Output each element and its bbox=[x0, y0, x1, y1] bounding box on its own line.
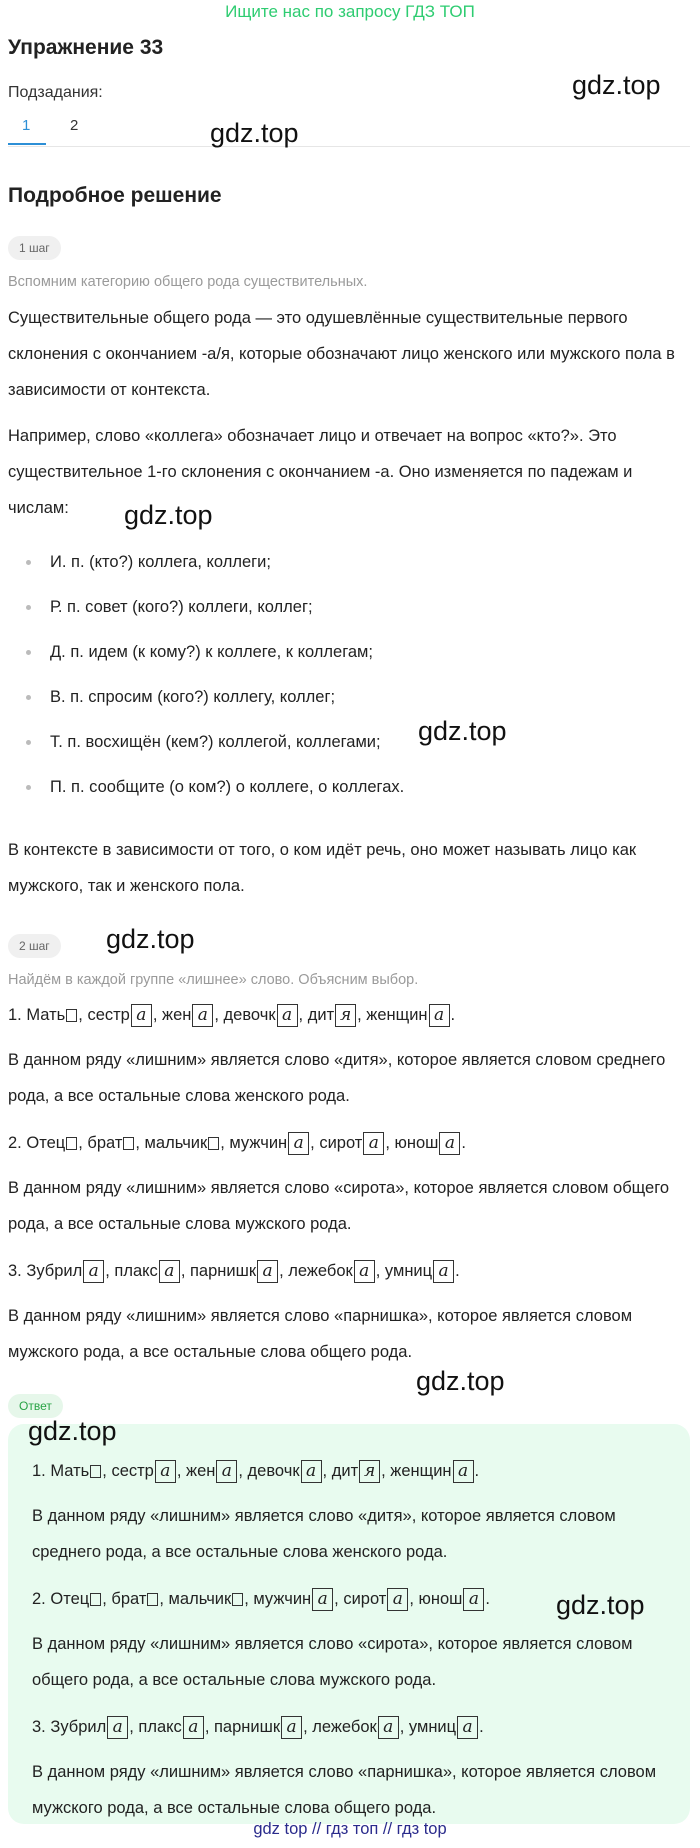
step-1-paragraph-3: В контексте в зависимости от того, о ком идёт речь, оно может называть лицо как мужского, так и женского пола. bbox=[8, 841, 637, 895]
section-title: Подробное решение bbox=[8, 184, 222, 207]
ending-box: а bbox=[301, 1460, 322, 1483]
ending-box: а bbox=[463, 1588, 484, 1611]
step-2-hint: Найдём в каждой группе «лишнее» слово. Объясним выбор. bbox=[8, 972, 419, 988]
group-2-words: 2. Отец , брат , мальчик , мужчин а , сирот а , юнош а . bbox=[8, 1133, 467, 1154]
zero-ending-box bbox=[147, 1593, 158, 1606]
watermark: gdz.top bbox=[418, 716, 507, 746]
answer-group-3-words: 3. Зубрил а , плакс а , парнишк а , лежебок а , умниц а . bbox=[32, 1717, 484, 1738]
list-item: Т. п. восхищён (кем?) коллегой, коллегами; bbox=[8, 720, 404, 765]
ending-box: а bbox=[257, 1260, 278, 1283]
list-item: Д. п. идем (к кому?) к коллеге, к коллегам; bbox=[8, 630, 404, 675]
ending-box: а bbox=[277, 1004, 298, 1027]
group-3-words: 3. Зубрил а , плакс а , парнишк а , лежебок а , умниц а . bbox=[8, 1261, 460, 1282]
list-item: Р. п. совет (кого?) коллеги, коллег; bbox=[8, 585, 404, 630]
group-2-explanation: В данном ряду «лишним» является слово «сирота», которое является словом общего рода, а все остальные слова мужского рода. bbox=[8, 1179, 670, 1233]
ending-box: а bbox=[354, 1260, 375, 1283]
ending-box: а bbox=[155, 1460, 176, 1483]
zero-ending-box bbox=[90, 1465, 101, 1478]
ending-box: а bbox=[83, 1260, 104, 1283]
zero-ending-box bbox=[232, 1593, 243, 1606]
ending-box: а bbox=[216, 1460, 237, 1483]
group-1-words: 1. Мать , сестр а , жен а , девочк а , дит я , женщин а . bbox=[8, 1005, 456, 1026]
answer-group-2-explanation: В данном ряду «лишним» является слово «сирота», которое является словом общего рода, а все остальные слова мужского рода. bbox=[32, 1635, 633, 1689]
ending-box: а bbox=[457, 1716, 478, 1739]
answer-group-1-explanation: В данном ряду «лишним» является слово «дитя», которое является словом среднего рода, а все остальные слова женского рода. bbox=[32, 1507, 616, 1561]
case-forms-list bbox=[8, 540, 404, 810]
ending-box: а bbox=[387, 1588, 408, 1611]
zero-ending-box bbox=[208, 1137, 219, 1150]
active-tab-indicator bbox=[8, 143, 46, 145]
ending-box: а bbox=[281, 1716, 302, 1739]
page-title: Упражнение 33 bbox=[8, 36, 164, 59]
watermark: gdz.top bbox=[572, 70, 661, 100]
list-item: П. п. сообщите (о ком?) о коллеге, о коллегах. bbox=[8, 765, 404, 810]
ending-box: а bbox=[131, 1004, 152, 1027]
list-item: В. п. спросим (кого?) коллегу, коллег; bbox=[8, 675, 404, 720]
watermark: gdz.top bbox=[416, 1366, 505, 1396]
ending-box: а bbox=[453, 1460, 474, 1483]
tab-subtask-1[interactable]: 1 bbox=[22, 117, 31, 134]
ending-box: а bbox=[429, 1004, 450, 1027]
ending-box: а bbox=[192, 1004, 213, 1027]
watermark: gdz.top bbox=[556, 1590, 645, 1620]
step-1-paragraph-2: Например, слово «коллега» обозначает лицо и отвечает на вопрос «кто?». Это существительное 1-го склонения с окончанием -а. Оно изменяется по падежам и числам: bbox=[8, 427, 633, 517]
step-1-paragraph-1: Существительные общего рода — это одушевлённые существительные первого склонения с окончанием -а/я, которые обозначают лицо женского или мужского пола в зависимости от контекста. bbox=[8, 309, 675, 399]
ending-box: я bbox=[359, 1460, 380, 1483]
group-3-explanation: В данном ряду «лишним» является слово «парнишка», которое является словом мужского рода, а все остальные слова общего рода. bbox=[8, 1307, 633, 1361]
ending-box: а bbox=[312, 1588, 333, 1611]
zero-ending-box bbox=[123, 1137, 134, 1150]
ending-box: а bbox=[378, 1716, 399, 1739]
watermark: gdz.top bbox=[28, 1416, 117, 1446]
watermark: gdz.top bbox=[106, 924, 195, 954]
tab-subtask-2[interactable]: 2 bbox=[70, 117, 79, 134]
answer-badge: Ответ bbox=[8, 1394, 63, 1418]
answer-group-2-words: 2. Отец , брат , мальчик , мужчин а , сирот а , юнош а . bbox=[32, 1589, 491, 1610]
watermark: gdz.top bbox=[210, 118, 299, 148]
ending-box: а bbox=[107, 1716, 128, 1739]
answer-group-1-words: 1. Мать , сестр а , жен а , девочк а , дит я , женщин а . bbox=[32, 1461, 480, 1482]
subtasks-label: Подзадания: bbox=[8, 84, 103, 101]
group-1-explanation: В данном ряду «лишним» является слово «дитя», которое является словом среднего рода, а все остальные слова женского рода. bbox=[8, 1051, 666, 1105]
step-1-hint: Вспомним категорию общего рода существительных. bbox=[8, 274, 368, 290]
step-1-badge: 1 шаг bbox=[8, 236, 61, 260]
zero-ending-box bbox=[90, 1593, 101, 1606]
step-2-badge: 2 шаг bbox=[8, 934, 61, 958]
zero-ending-box bbox=[66, 1009, 77, 1022]
ending-box: а bbox=[433, 1260, 454, 1283]
ending-box: а bbox=[439, 1132, 460, 1155]
zero-ending-box bbox=[66, 1137, 77, 1150]
top-banner: Ищите нас по запросу ГДЗ ТОП bbox=[225, 2, 475, 21]
ending-box: а bbox=[363, 1132, 384, 1155]
watermark: gdz.top bbox=[124, 500, 213, 530]
tabs-divider bbox=[8, 146, 690, 147]
answer-group-3-explanation: В данном ряду «лишним» является слово «парнишка», которое является словом мужского рода, а все остальные слова общего рода. bbox=[32, 1763, 657, 1817]
ending-box: я bbox=[335, 1004, 356, 1027]
footer-links: gdz top // гдз топ // гдз top bbox=[253, 1820, 447, 1838]
ending-box: а bbox=[288, 1132, 309, 1155]
ending-box: а bbox=[159, 1260, 180, 1283]
ending-box: а bbox=[183, 1716, 204, 1739]
list-item: И. п. (кто?) коллега, коллеги; bbox=[8, 540, 404, 585]
